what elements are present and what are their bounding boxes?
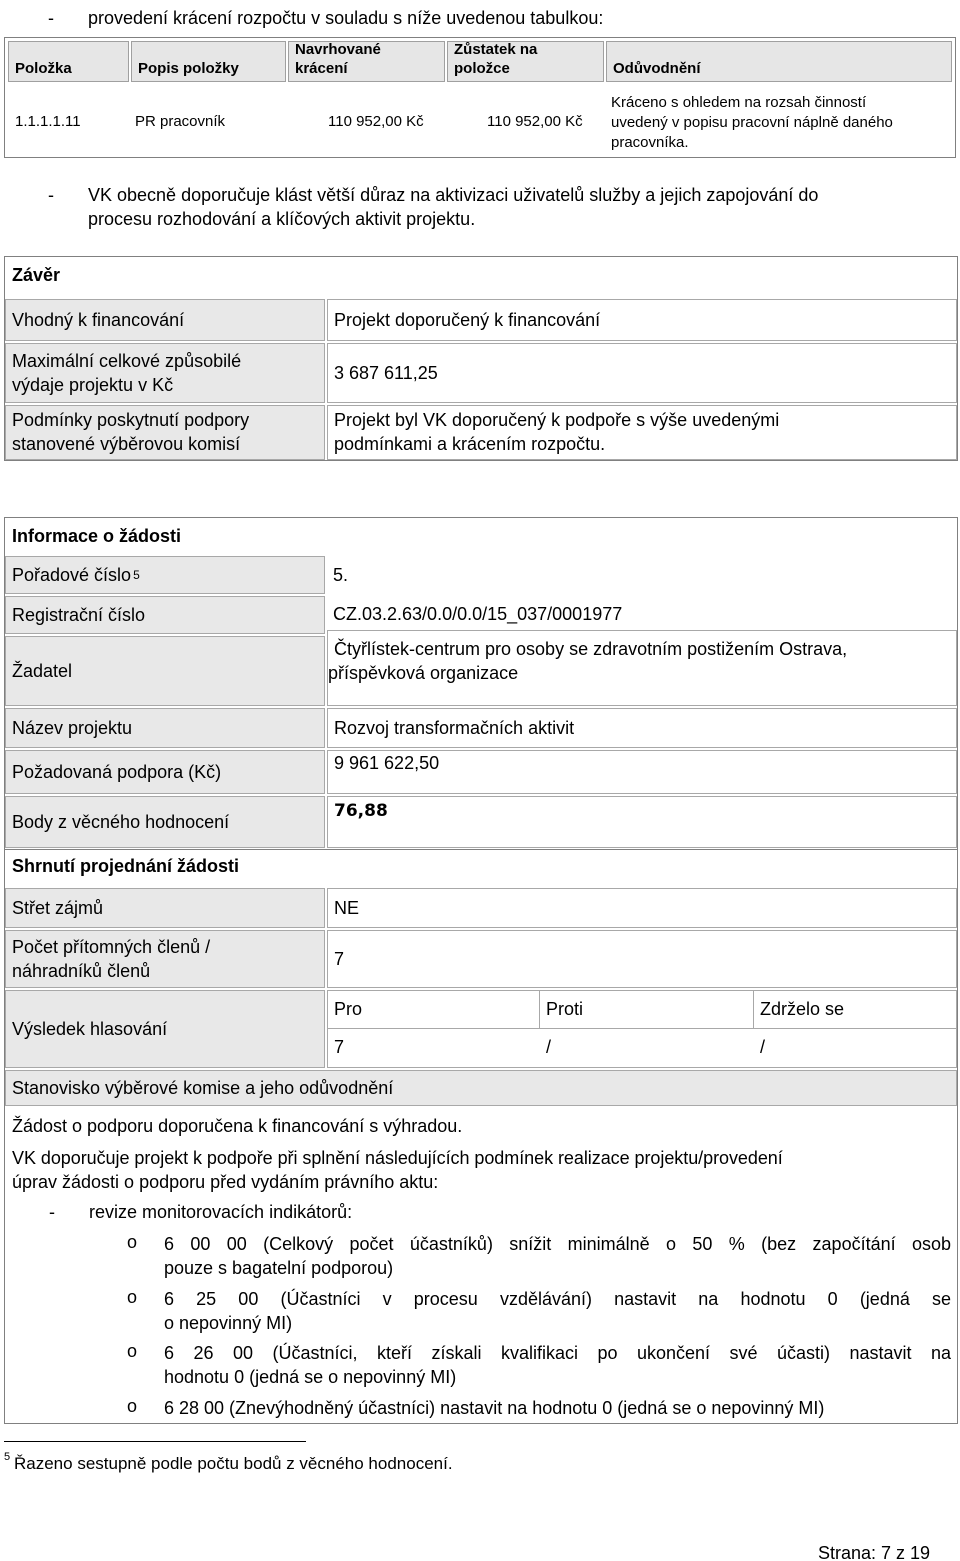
stanovisko-line1: Žádost o podporu doporučena k financování s výhradou. (12, 1116, 463, 1136)
vote-value-proti: / (546, 1037, 552, 1057)
body-label: Body z věcného hodnocení (5, 796, 325, 848)
bullet-dash: - (48, 8, 54, 28)
informace-title: Informace o žádosti (12, 526, 182, 546)
header-navrhovane: Navrhované krácení (288, 41, 445, 82)
zaver-value-vydaje: 3 687 611,25 (327, 343, 957, 403)
zaver-value-podminky: Projekt byl VK doporučený k podpoře s výše uvedenými podmínkami a krácením rozpočtu. (327, 405, 957, 460)
poradove-label: Pořadové číslo 5 (5, 556, 325, 594)
stanovisko-line2: VK doporučuje projekt k podpoře při splnění následujících podmínek realizace projektu/provedení (12, 1148, 783, 1168)
nazev-label: Název projektu (5, 708, 325, 748)
shrnuti-table: Shrnutí projednání žádosti Střet zájmů NE Počet přítomných členů / náhradníků členů 7 Výsledek hlasování Pro Proti Zdrželo se 7 / / Stanovisko výběrové komise a jeho odůvodnění Žádost o podporu doporučena k financování s výhradou. VK doporučuje projekt k podpoře při splnění následujících podmínek realizace projektu/provedení úprav žádosti o podporu před vydáním právního aktu: - revize monitorovacích indikátorů: o 6 00 00 (Celkový počet účastníků) snížit minimálně o 50 % (bez započítání osob pouze s bagatelní podporou) o 6 25 00 (Účastníci v procesu vzdělávání) nastavit na hodnotu 0 (jedná se o nepovinný MI) o 6 26 00 (Účastníci, kteří získali kvalifikaci po ukončení své účasti) nastavit na hodnotu 0 (jedná se o nepovinný MI) o 6 28 00 (Znevýhodněný účastníci) nastavit na hodnotu 0 (jedná se o nepovinný MI) (4, 849, 958, 1424)
header-zustatek: Zůstatek na položce (447, 41, 604, 82)
revize-dash: - (49, 1202, 55, 1222)
footnote-mark: 5 (4, 1451, 11, 1463)
footnote-separator (4, 1441, 306, 1442)
vote-value-zdrzelo: / (760, 1037, 766, 1057)
row-popis: PR pracovník (135, 113, 226, 130)
stret-label: Střet zájmů (5, 888, 325, 928)
vote-value-pro: 7 (334, 1037, 345, 1057)
intro-text: provedení krácení rozpočtu v souladu s níže uvedenou tabulkou: (88, 8, 604, 28)
row-kraceni: 110 952,00 Kč (328, 113, 424, 130)
vote-table (327, 990, 957, 1068)
pocet-label: Počet přítomných členů / náhradníků členů (5, 930, 325, 988)
row-oduvodneni-2: uvedený v popisu pracovní náplně daného (611, 114, 893, 131)
vote-header-proti: Proti (540, 991, 754, 1029)
nazev-value: Rozvoj transformačních aktivit (327, 708, 957, 748)
stanovisko-line3: úprav žádosti o podporu před vydáním právního aktu: (12, 1172, 439, 1192)
zaver-value-vhodny: Projekt doporučený k financování (327, 299, 957, 341)
pocet-value: 7 (327, 930, 957, 988)
revize-text: revize monitorovacích indikátorů: (89, 1202, 353, 1222)
header-oduvodneni: Odůvodnění (606, 41, 952, 82)
podpora-value: 9 961 622,50 (327, 750, 957, 794)
zaver-table (4, 256, 958, 461)
podpora-label: Požadovaná podpora (Kč) (5, 750, 325, 794)
zaver-label-vhodny: Vhodný k financování (5, 299, 325, 341)
zaver-title: Závěr (12, 265, 61, 285)
vysledek-label: Výsledek hlasování (5, 990, 325, 1068)
row-zustatek: 110 952,00 Kč (487, 113, 583, 130)
vk-text-line2: procesu rozhodování a klíčových aktivit projektu. (88, 209, 476, 229)
vote-header-zdrzelo: Zdrželo se (754, 991, 956, 1029)
body-value: 76,88 (327, 796, 957, 848)
page-number: Strana: 7 z 19 (818, 1543, 931, 1561)
footnote-ref: 5 (133, 568, 140, 582)
row-oduvodneni-3: pracovníka. (611, 134, 689, 151)
stanovisko-label: Stanovisko výběrové komise a jeho odůvodnění (5, 1070, 957, 1106)
budget-table-header (5, 38, 955, 85)
header-polozka: Položka (8, 41, 129, 82)
footnote-text: Řazeno sestupně podle počtu bodů z věcného hodnocení. (14, 1454, 453, 1473)
poradove-value: 5. (333, 565, 349, 585)
informace-table (4, 517, 958, 849)
registracni-value: CZ.03.2.63/0.0/0.0/15_037/0001977 (333, 604, 623, 624)
zaver-label-podminky: Podmínky poskytnutí podpory stanovené výběrovou komisí (5, 405, 325, 460)
row-polozka: 1.1.1.1.11 (15, 113, 81, 130)
budget-table (4, 37, 956, 158)
zaver-label-vydaje: Maximální celkové způsobilé výdaje projektu v Kč (5, 343, 325, 403)
row-oduvodneni-1: Kráceno s ohledem na rozsah činností (611, 94, 867, 111)
stret-value: NE (327, 888, 957, 928)
shrnuti-title: Shrnutí projednání žádosti (12, 856, 240, 876)
registracni-label: Registrační číslo (5, 596, 325, 634)
bullet-dash: - (48, 185, 54, 205)
vk-text-line1: VK obecně doporučuje klást větší důraz na aktivizaci uživatelů služby a jejich zapojování do (88, 185, 819, 205)
zadatel-label: Žadatel (5, 636, 325, 706)
vote-header-pro: Pro (328, 991, 540, 1029)
zadatel-value: Čtyřlístek-centrum pro osoby se zdravotním postižením Ostrava, příspěvková organizace (327, 630, 957, 706)
header-popis: Popis položky (131, 41, 286, 82)
